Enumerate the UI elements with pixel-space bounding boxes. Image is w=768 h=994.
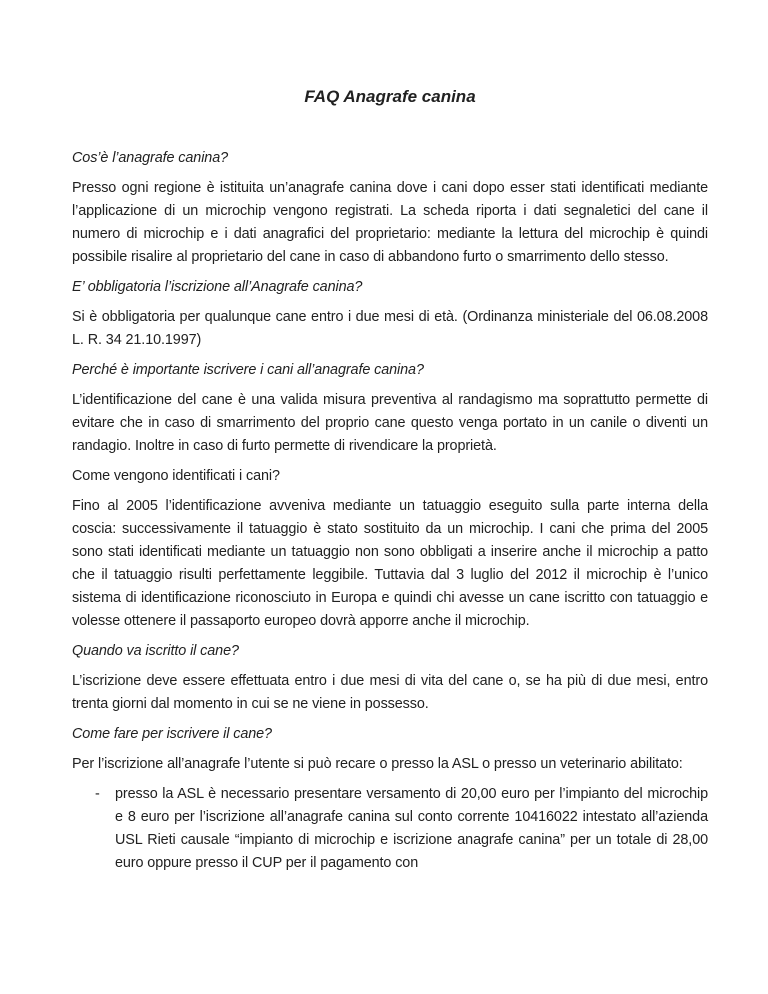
- faq-answer-perche-importante: L’identificazione del cane è una valida misura preventiva al randagismo ma soprattutto permette di evitare che in caso di smarrimento del proprio cane questo venga portato in un canile o diventi un randagio. Inoltre in caso di furto permette di rivendicare la proprietà.: [72, 392, 708, 454]
- bullet-item-presso-asl: [95, 783, 708, 875]
- faq-question-perche-importante: Perché è importante iscrivere i cani all’anagrafe canina?: [72, 362, 424, 378]
- bullet-marker: -: [95, 786, 100, 802]
- faq-question-come-fare-iscrivere: Come fare per iscrivere il cane?: [72, 726, 272, 742]
- faq-answer-come-fare-iscrivere: Per l’iscrizione all’anagrafe l’utente si può recare o presso la ASL o presso un veterinario abilitato:: [72, 756, 683, 772]
- faq-answer-obbligatoria-iscrizione: Si è obbligatoria per qualunque cane entro i due mesi di età. (Ordinanza ministeriale del 06.08.2008 L. R. 34 21.10.1997): [72, 309, 708, 348]
- faq-question-cos-e-anagrafe: Cos’è l’anagrafe canina?: [72, 150, 229, 166]
- faq-answer-quando-iscritto: L’iscrizione deve essere effettuata entro i due mesi di vita del cane o, se ha più di due mesi, entro trenta giorni dal momento in cui se ne viene in possesso.: [72, 673, 708, 712]
- bullet-text: presso la ASL è necessario presentare versamento di 20,00 euro per l’impianto del microchip e 8 euro per l’iscrizione all’anagrafe canina sul conto corrente 10416022 intestato all’azienda USL Rieti causale “impianto di microchip e iscrizione anagrafe canina” per un totale di 28,00 euro oppure presso il CUP per il pagamento con: [115, 786, 708, 871]
- faq-question-come-identificati: Come vengono identificati i cani?: [72, 468, 280, 484]
- faq-answer-cos-e-anagrafe: Presso ogni regione è istituita un’anagrafe canina dove i cani dopo esser stati identificati mediante l’applicazione di un microchip vengono registrati. La scheda riporta i dati segnaletici del cane il numero di microchip e i dati anagrafici del proprietario: mediante la lettura del microchip è quindi possibile risalire al proprietario del cane in caso di abbandono furto o smarrimento dello stesso.: [72, 180, 708, 265]
- document-title: FAQ Anagrafe canina: [304, 87, 476, 106]
- faq-question-obbligatoria-iscrizione: E’ obbligatoria l’iscrizione all’Anagrafe canina?: [72, 279, 363, 295]
- faq-question-quando-iscritto: Quando va iscritto il cane?: [72, 643, 239, 659]
- faq-answer-come-identificati: Fino al 2005 l’identificazione avveniva mediante un tatuaggio eseguito sulla parte interna della coscia: successivamente il tatuaggio è stato sostituito da un microchip. I cani che prima del 2005 sono stati identificati mediante un tatuaggio non sono obbligati a inserire anche il microchip a patto che il tatuaggio risulti perfettamente leggibile. Tuttavia dal 3 luglio del 2012 il microchip è l’unico sistema di identificazione riconosciuto in Europa e quindi chi avesse un cane iscritto con tatuaggio e volesse ottenere il passaporto europeo dovrà apporre anche il microchip.: [72, 498, 708, 629]
